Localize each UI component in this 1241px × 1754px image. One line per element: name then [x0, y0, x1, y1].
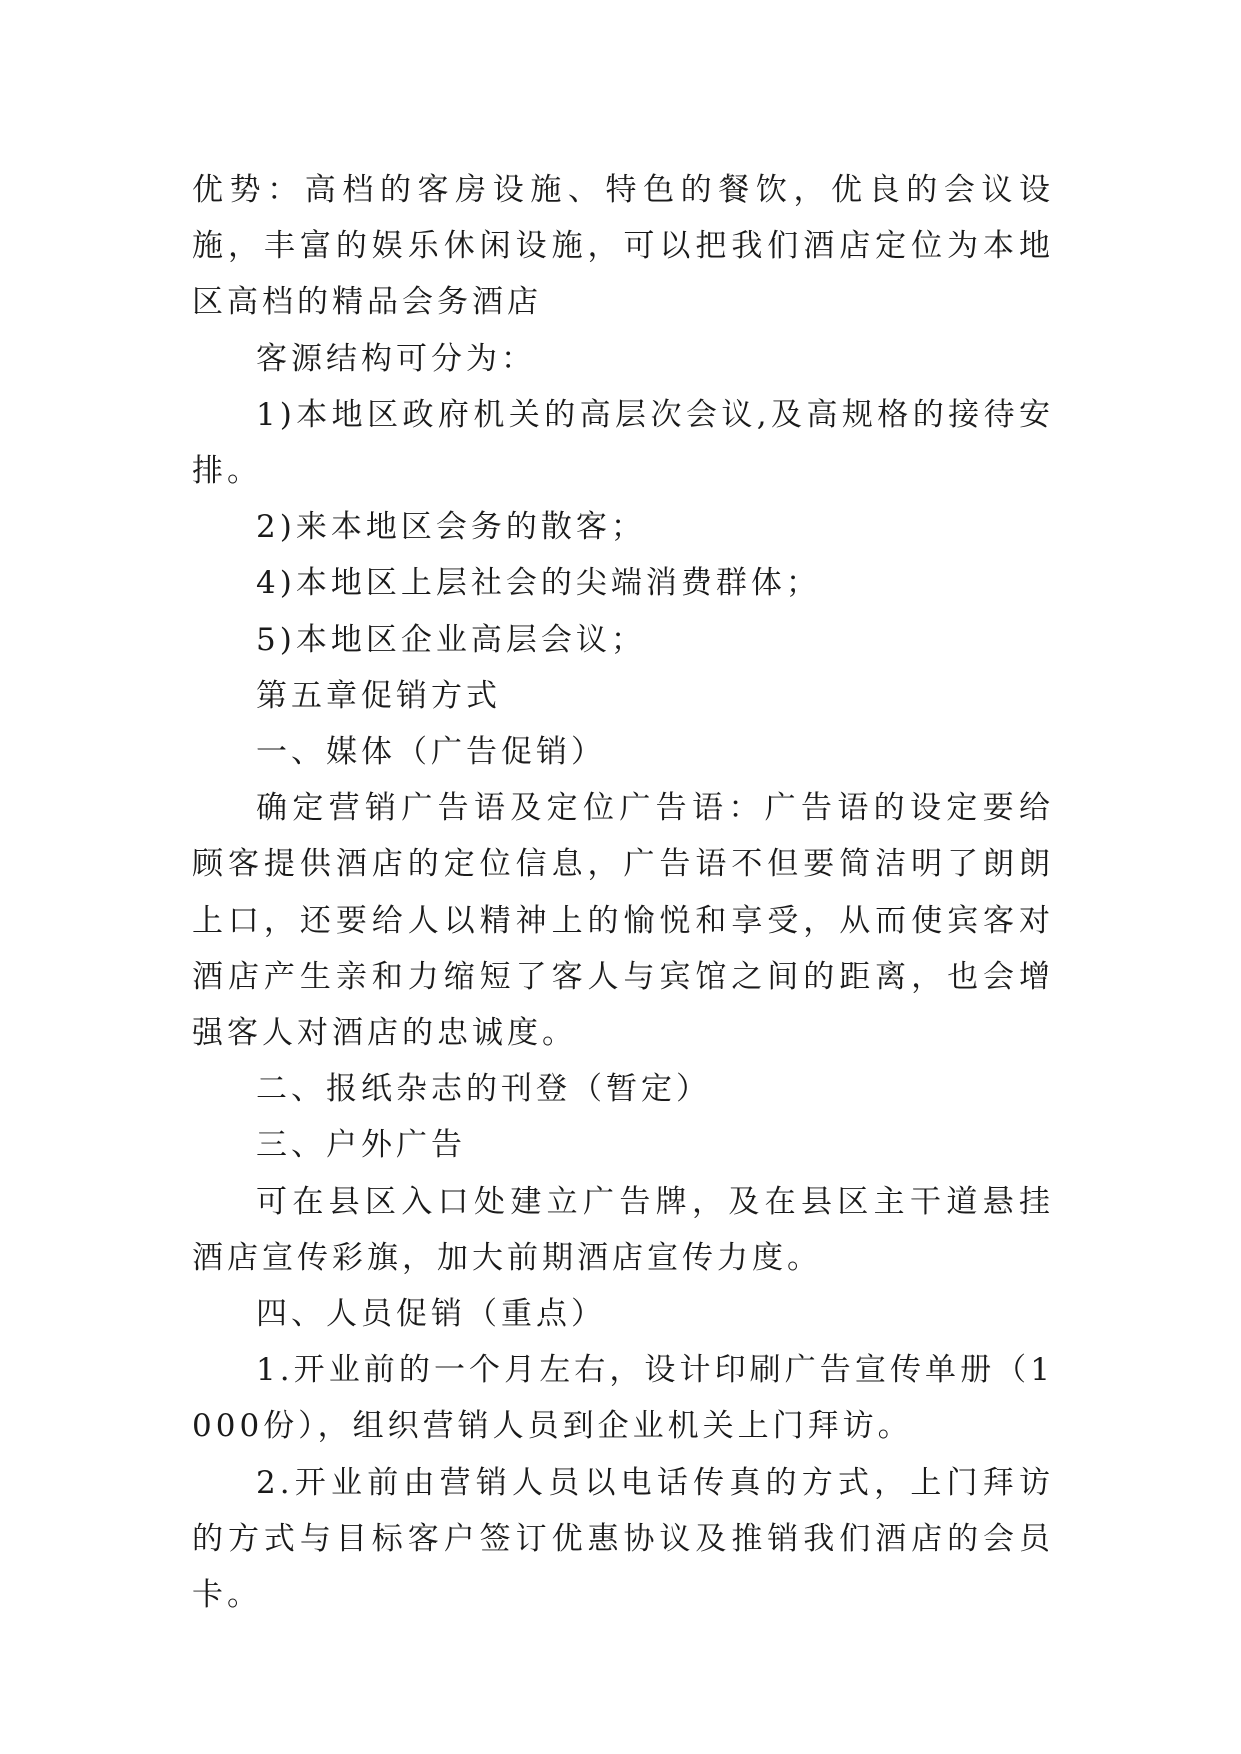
list-item-1: 1)本地区政府机关的高层次会议,及高规格的接待安排。 [192, 396, 1054, 490]
paragraph-advantages: 优势：高档的客房设施、特色的餐饮，优良的会议设施，丰富的娱乐休闲设施，可以把我们酒店定位为本地区高档的精品会务酒店 [192, 172, 1054, 321]
paragraph-customer-structure-heading: 客源结构可分为： [256, 340, 536, 377]
chapter-heading: 第五章促销方式 [256, 677, 501, 714]
list-item-4: 4)本地区上层社会的尖端消费群体； [256, 565, 821, 602]
paragraph-personnel-1: 1.开业前的一个月左右，设计印刷广告宣传单册（1000份），组织营销人员到企业机关上门拜访。 [192, 1352, 1054, 1445]
document-body [192, 162, 1054, 1623]
section-heading-newspaper: 二、报纸杂志的刊登（暂定） [256, 1071, 711, 1108]
paragraph-slogan: 确定营销广告语及定位广告语：广告语的设定要给顾客提供酒店的定位信息，广告语不但要简洁明了朗朗上口，还要给人以精神上的愉悦和享受，从而使宾客对酒店产生亲和力缩短了客人与宾馆之间的距离，也会增强客人对酒店的忠诚度。 [192, 790, 1054, 1052]
list-item-5: 5)本地区企业高层会议； [256, 621, 646, 658]
paragraph-outdoor: 可在县区入口处建立广告牌，及在县区主干道悬挂酒店宣传彩旗，加大前期酒店宣传力度。 [192, 1183, 1054, 1276]
list-item-2: 2)来本地区会务的散客； [256, 509, 646, 546]
section-heading-media: 一、媒体（广告促销） [256, 734, 606, 771]
section-heading-outdoor: 三、户外广告 [256, 1127, 466, 1164]
paragraph-personnel-2: 2.开业前由营销人员以电话传真的方式，上门拜访的方式与目标客户签订优惠协议及推销我们酒店的会员卡。 [192, 1464, 1054, 1614]
section-heading-personnel: 四、人员促销（重点） [256, 1296, 606, 1333]
